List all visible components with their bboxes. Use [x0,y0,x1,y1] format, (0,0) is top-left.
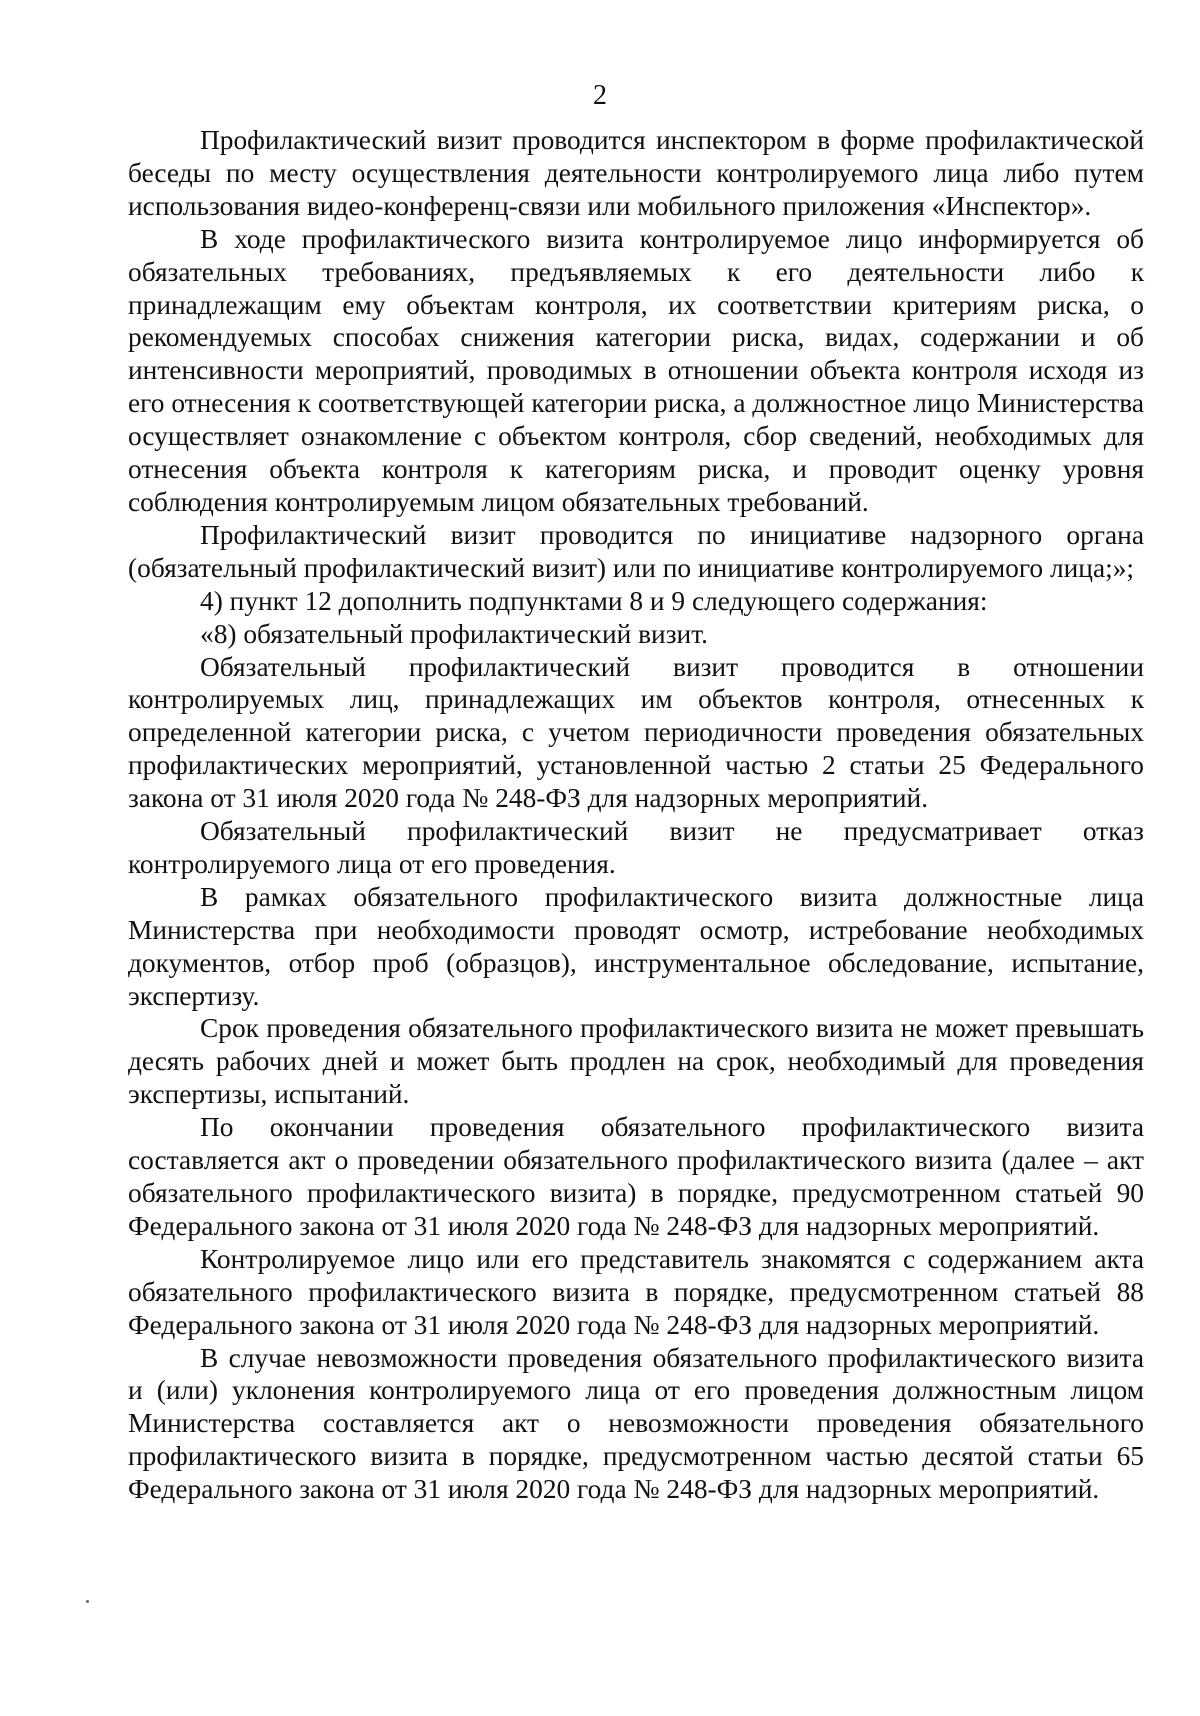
paragraph-visit-term: Срок проведения обязательного профилактического визита не может превышать десять рабочих дней и может быть продлен на срок, необходимый для проведения экспертизы, испытаний. [128,1013,1144,1110]
paragraph-no-refusal: Обязательный профилактический визит не предусматривает отказ контролируемого лица от его проведения. [128,816,1144,879]
paragraph-visit-act: По окончании проведения обязательного профилактического визита составляется акт о проведении обязательного профилактического визита (далее – акт обязательного профилактического визита) в порядке, предусмотренном статьей 90 Федерального закона от 31 июля 2020 года № 248-ФЗ для надзорных мероприятий. [128,1112,1144,1241]
paragraph-visit-initiative: Профилактический визит проводится по инициативе надзорного органа (обязательный профилактический визит) или по инициативе контролируемого лица;»; [128,519,1144,583]
paragraph-item-4: 4) пункт 12 дополнить подпунктами 8 и 9 следующего содержания: [200,585,988,616]
paragraph-visit-actions: В рамках обязательного профилактического визита должностные лица Министерства при необходимости проводят осмотр, истребование необходимых документов, отбор проб (образцов), инструментальное обследование, испытание, экспертизу. [128,881,1144,1011]
scan-speck [86,1600,89,1603]
document-body [128,124,1144,1506]
paragraph-act-review: Контролируемое лицо или его представитель знакомятся с содержанием акта обязательного профилактического визита в порядке, предусмотренном статьей 88 Федерального закона от 31 июля 2020 года № 248-ФЗ для надзорных мероприятий. [128,1243,1144,1340]
paragraph-subitem-8: «8) обязательный профилактический визит. [200,618,708,649]
paragraph-impossibility-act: В случае невозможности проведения обязательного профилактического визита и (или) уклонения контролируемого лица от его проведения должностным лицом Министерства составляется акт о невозможности проведения обязательного профилактического визита в порядке, предусмотренном частью десятой статьи 65 Федерального закона от 31 июля 2020 года № 248-ФЗ для надзорных мероприятий. [128,1342,1144,1505]
paragraph-visit-format: Профилактический визит проводится инспектором в форме профилактической беседы по месту осуществления деятельности контролируемого лица либо путем использования видео-конференц-связи или мобильного приложения «Инспектор». [128,125,1144,221]
page-number: 2 [593,80,607,111]
paragraph-mandatory-visit: Обязательный профилактический визит проводится в отношении контролируемых лиц, принадлежащих им объектов контроля, отнесенных к определенной категории риска, с учетом периодичности проведения обязательных профилактических мероприятий, установленной частью 2 статьи 25 Федерального закона от 31 июля 2020 года № 248-ФЗ для надзорных мероприятий. [128,651,1144,814]
paragraph-visit-content: В ходе профилактического визита контролируемое лицо информируется об обязательных требованиях, предъявляемых к его деятельности либо к принадлежащим ему объектам контроля, их соответствии критериям риска, о рекомендуемых способах снижения категории риска, видах, содержании и об интенсивности мероприятий, проводимых в отношении объекта контроля исходя из его отнесения к соответствующей категории риска, а должностное лицо Министерства осуществляет ознакомление с объектом контроля, сбор сведений, необходимых для отнесения объекта контроля к категориям риска, и проводит оценку уровня соблюдения контролируемым лицом обязательных требований. [128,223,1144,517]
